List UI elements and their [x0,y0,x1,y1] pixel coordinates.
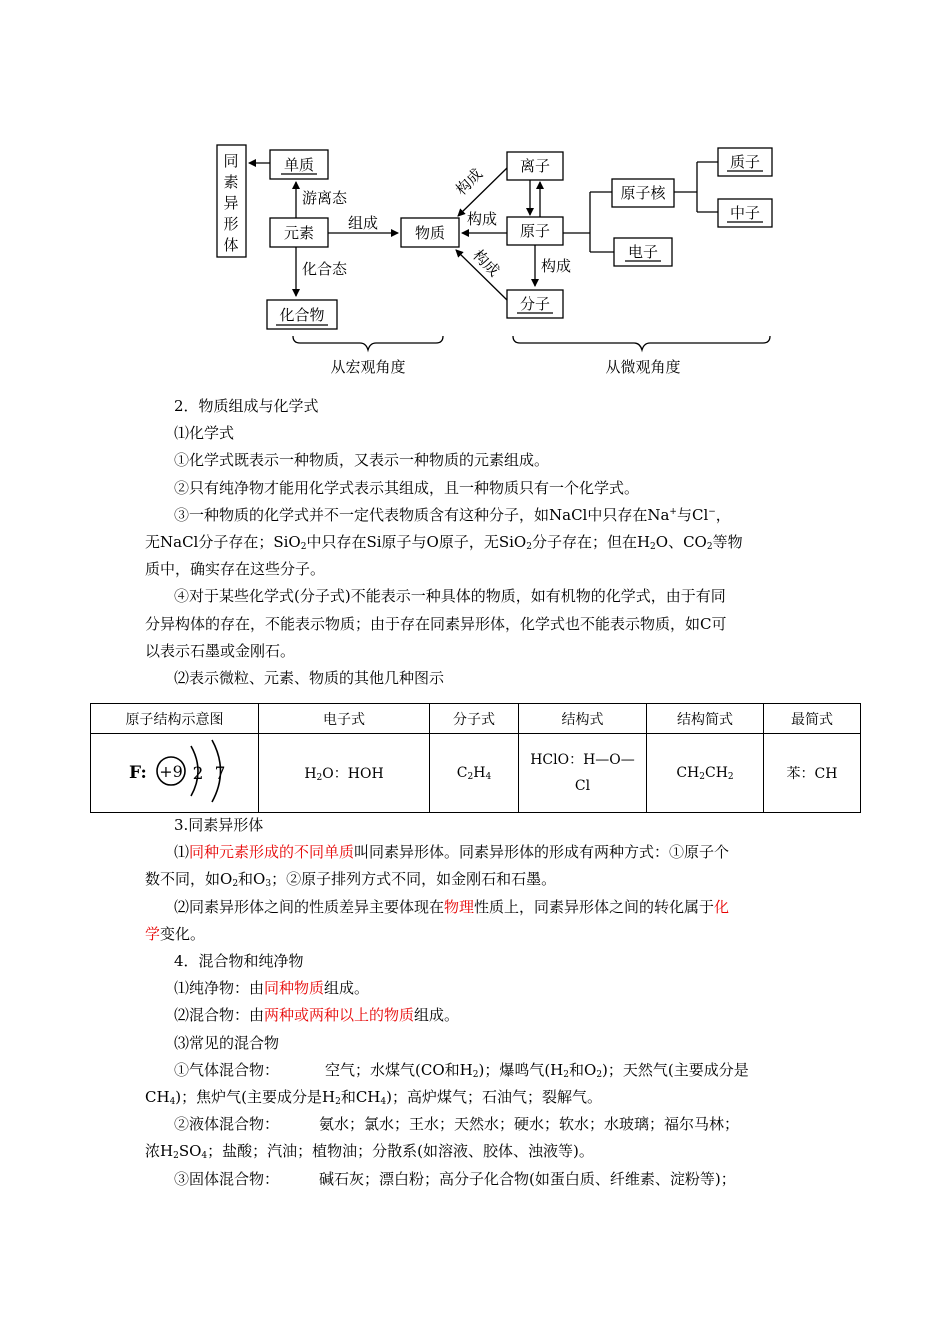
svg-text:F:: F: [128,763,147,783]
paragraph: 浓$H_2SO_4$；盐酸；汽油；植物油；分散系(如溶液、胶体、浊液等)。 [145,1142,594,1162]
simple-substance-label: 单质 [283,156,315,174]
paragraph: ⑴纯净物：由同种物质组成。 [174,979,370,998]
condensed-formula-cell: $CH_2CH_2$ [647,734,764,813]
paragraph: ⑵同素异形体之间的性质差异主要体现在物理性质上，同素异形体之间的转化属于化 [174,897,730,916]
paragraph: ③一种物质的化学式并不一定代表物质含有这种分子，如NaCl中只存在Na+与Cl−， [174,505,731,524]
electron-label: 电子 [627,243,659,261]
molecular-formula-cell: $C_2H_4$ [430,734,519,813]
empirical-formula-cell: 苯：CH [764,734,861,813]
svg-text:+9: +9 [158,762,183,781]
substance-composition-diagram [0,0,950,390]
allotrope-char: 形 [223,215,239,233]
neutron-label: 中子 [729,204,761,222]
paragraph: ⑶常见的混合物 [174,1033,280,1052]
nucleus-label: 原子核 [620,184,666,202]
structural-formula-cell: HClO：H—O— Cl [519,734,647,813]
paragraph: 分异构体的存在，不能表示物质；由于存在同素异形体，化学式也不能表示物质，如C可 [145,614,727,633]
free-state-label: 游离态 [302,189,348,207]
paragraph: 质中，确实存在这些分子。 [145,560,326,579]
paragraph: ⑴同种元素形成的不同单质叫同素异形体。同素异形体的形成有两种方式：①原子个 [174,843,730,862]
table-header: 电子式 [259,704,430,734]
paragraph: ④对于某些化学式(分子式)不能表示一种具体的物质，如有机物的化学式，由于有同 [174,587,726,606]
atom-to-molecule-label: 构成 [541,257,572,275]
table-header: 最简式 [764,704,861,734]
atom-label: 原子 [519,222,551,240]
paragraph: 以表示石墨或金刚石。 [145,641,296,660]
paragraph: ①气体混合物： 空气；水煤气(CO和$H_2$)；爆鸣气($H_2$和$O_2$)；天然气(主要成分是 [174,1060,749,1080]
section-2-title: 2．物质组成与化学式 [174,397,319,415]
combined-state-label: 化合态 [302,260,348,278]
paragraph: $CH_4$)；焦炉气(主要成分是$H_2$和$CH_4$)；高炉煤气；石油气；裂解气。 [145,1088,602,1108]
fluorine-atom-diagram [115,734,235,808]
paragraph: ①化学式既表示一种物质，又表示一种物质的元素组成。 [174,451,550,470]
macro-label: 从宏观角度 [330,358,406,376]
paragraph: ②液体混合物： 氨水；氯水；王水；天然水；硬水；软水；水玻璃；福尔马林； [174,1115,740,1134]
molecule-form-label: 构成 [469,246,504,281]
subheading-formula: ⑴化学式 [174,424,235,443]
paragraph: ②只有纯净物才能用化学式表示其组成，且一种物质只有一个化学式。 [174,478,640,497]
representation-table [90,703,861,813]
table-header: 结构简式 [647,704,764,734]
allotrope-char: 异 [223,194,239,212]
sections-3-4 [145,812,810,1193]
micro-label: 从微观角度 [605,358,681,376]
element-label: 元素 [283,224,315,242]
paragraph: ⑵混合物：由两种或两种以上的物质组成。 [174,1006,460,1025]
subheading-diagrams: ⑵表示微粒、元素、物质的其他几种图示 [174,669,445,688]
molecule-label: 分子 [519,295,551,313]
ion-label: 离子 [519,157,551,175]
paragraph: 数不同，如$O_2$和$O_3$；②原子排列方式不同，如金刚石和石墨。 [145,870,557,890]
svg-text:2: 2 [192,764,203,784]
proton-label: 质子 [729,153,761,171]
paragraph: ③固体混合物： 碱石灰；漂白粉；高分子化合物(如蛋白质、纤维素、淀粉等)； [174,1169,736,1188]
paragraph: 学变化。 [145,924,206,943]
atom-structure-cell [91,734,259,813]
section-2 [145,390,810,692]
electron-formula-cell: $H_2O$：HOH [259,734,430,813]
paragraph: 无NaCl分子存在；SiO$_2$中只存在Si原子与O原子，无SiO$_2$分子存在；但在$H_2O$、$CO_2$等物 [145,533,743,553]
allotrope-char: 体 [223,236,239,254]
allotrope-char: 素 [223,173,239,191]
svg-text:7: 7 [214,764,225,784]
table-header: 结构式 [519,704,647,734]
substance-label: 物质 [414,224,446,242]
atom-form-label: 构成 [467,210,498,228]
section-3-title: 3.同素异形体 [174,816,264,834]
ion-form-label: 构成 [452,164,487,199]
table-header: 分子式 [430,704,519,734]
section-4-title: 4．混合物和纯净物 [174,952,304,971]
allotrope-char: 同 [223,152,239,170]
compose-label: 组成 [348,214,379,232]
table-header: 原子结构示意图 [91,704,259,734]
compound-label: 化合物 [279,306,325,324]
